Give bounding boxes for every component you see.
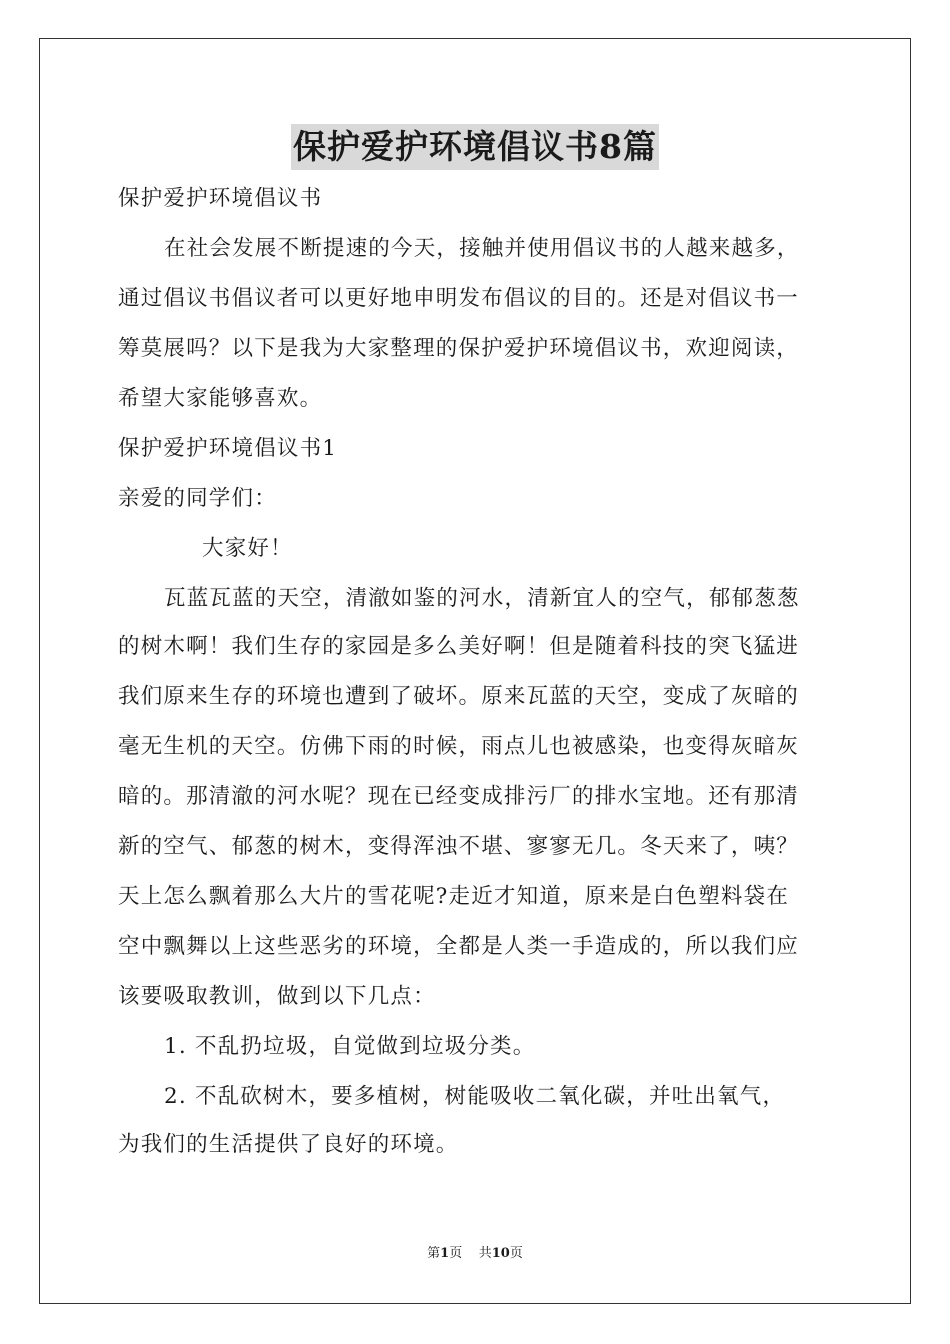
paragraph-line: 通过倡议书倡议者可以更好地申明发布倡议的目的。还是对倡议书一 [118,286,800,311]
list-item: 2. 不乱砍树木，要多植树，树能吸收二氧化碳，并吐出氧气， [164,1084,786,1109]
section-heading: 保护爱护环境倡议书1 [118,436,338,461]
paragraph-line: 空中飘舞以上这些恶劣的环境，全都是人类一手造成的，所以我们应 [118,934,800,959]
document-title: 保护爱护环境倡议书8篇 [291,124,659,170]
page-footer [0,1245,950,1263]
footer-page-prefix: 第 [427,1246,441,1261]
paragraph-line: 我们原来生存的环境也遭到了破坏。原来瓦蓝的天空，变成了灰暗的 [118,684,800,709]
footer-page-suffix: 页 [449,1246,463,1261]
paragraph-line: 为我们的生活提供了良好的环境。 [118,1132,459,1157]
greeting: 大家好！ [202,536,293,561]
paragraph-line: 希望大家能够喜欢。 [118,386,323,411]
paragraph-line: 毫无生机的天空。仿佛下雨的时候，雨点儿也被感染，也变得灰暗灰 [118,734,800,759]
paragraph-line: 瓦蓝瓦蓝的天空，清澈如鉴的河水，清新宜人的空气，郁郁葱葱 [164,586,800,611]
footer-page-number: 1 [440,1246,450,1261]
footer-total-pages: 10 [491,1246,510,1261]
footer-total-suffix: 页 [509,1246,523,1261]
paragraph-line: 的树木啊！我们生存的家园是多么美好啊！但是随着科技的突飞猛进 [118,634,800,659]
paragraph-line: 在社会发展不断提速的今天，接触并使用倡议书的人越来越多， [164,236,800,261]
subtitle: 保护爱护环境倡议书 [118,186,323,211]
footer-total-prefix: 共 [478,1246,492,1261]
paragraph-line: 筹莫展吗？以下是我为大家整理的保护爱护环境倡议书，欢迎阅读， [118,336,800,361]
paragraph-line: 天上怎么飘着那么大片的雪花呢?走近才知道，原来是白色塑料袋在 [118,884,790,909]
paragraph-line: 暗的。那清澈的河水呢？现在已经变成排污厂的排水宝地。还有那清 [118,784,800,809]
list-item: 1. 不乱扔垃圾，自觉做到垃圾分类。 [164,1034,536,1059]
salutation: 亲爱的同学们： [118,486,277,511]
page-border [39,38,911,1304]
title-container [0,124,950,170]
paragraph-line: 新的空气、郁葱的树木，变得浑浊不堪、寥寥无几。冬天来了，咦？ [118,834,800,859]
paragraph-line: 该要吸取教训，做到以下几点： [118,984,436,1009]
